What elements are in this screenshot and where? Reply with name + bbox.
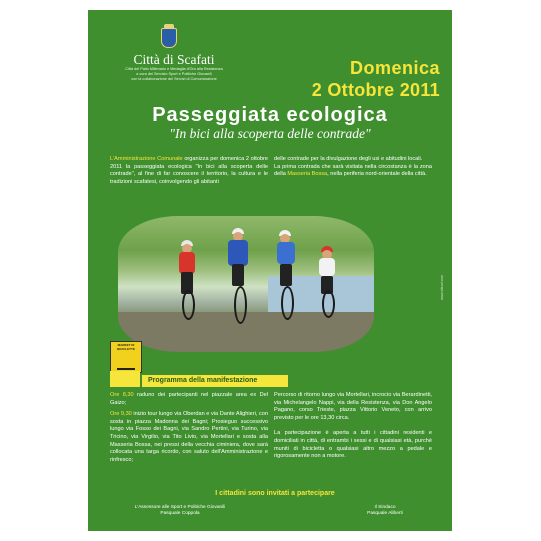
event-date: 2 Ottobre 2011 <box>311 80 440 100</box>
city-name: Città di Scafati <box>133 52 215 67</box>
intro-right-text: , nella periferia nord-orientale della città. <box>327 171 427 178</box>
city-subtitle <box>106 67 242 83</box>
signer-name: Pasquale Aliberti <box>367 511 403 517</box>
signer-role: Il Sindaco <box>374 505 396 510</box>
city-subtitle-line: Città del Palio Millenario e Medaglia d'Oro alla Resistenza <box>125 67 223 71</box>
event-day: Domenica <box>349 58 440 78</box>
city-crest-icon <box>161 28 177 48</box>
bicycle-icon <box>117 358 135 370</box>
intro-org: L'Amministrazione Comunale <box>110 156 183 162</box>
signer-role: L'Assessore alle Sport e Politiche Giovanili <box>134 505 226 510</box>
program-item <box>110 411 268 464</box>
badge-text: MARKET DI BICICLETTE <box>117 343 135 351</box>
participation-note: La partecipazione è aperta a tutti i cittadini residenti e domiciliati in città, di entrambi i sessi e di qualsiasi età, purchè muniti di bicicletta o qualsiasi altro mezzo a pedale e rigorosamente non a motore. <box>274 430 432 460</box>
program-left <box>110 392 268 464</box>
road <box>118 312 374 352</box>
intro-right-text: La prima contrada che sarà visitata nella circostanza è la zona della <box>274 163 432 178</box>
intro-left-text: organizza per domenica 2 ottobre 2011 la passeggiata ecologica "In bici alla scoperta delle contrade", al fine di far conoscere il territorio, la cultura e le tradizioni scafatesi, coinvolgendo gli abitanti <box>110 156 269 185</box>
signer-name: Pasquale Coppola <box>160 511 200 517</box>
program-right <box>274 392 432 461</box>
program-heading: Programma della manifestazione <box>142 375 288 387</box>
intro-right <box>274 156 432 179</box>
signature-assessore <box>110 505 250 518</box>
bike-market-badge <box>110 341 142 373</box>
intro-right-text: delle contrade per la divulgazione degli usi e abitudini locali. <box>274 156 423 162</box>
cyclists-photo <box>118 216 374 352</box>
program-desc: inizio tour lungo via Oberdan e via Dante Alighieri, con sosta in piazza Madonna dei Bagni; Prosieguo successivo lungo via Fosso dei Bagni, via Sandro Pertini, via Turino, via Tricino, via Virgilio, via Tito Livio, via Mortellari e sosta alla Masseria Bossa, nei pressi della vecchia ciminiera, dove sarà collocata una targa ricordo, con saluto dell'Amministrazione e rinfresco; <box>110 411 268 463</box>
program-desc: raduno dei partecipanti nel piazzale area ex Del Gaizo; <box>110 392 268 406</box>
program-item <box>110 392 268 407</box>
city-subtitle-line: a cura del Servizio Sport e Politiche Giovanili <box>136 72 212 77</box>
side-credit: www.siteurl.com <box>440 274 444 300</box>
intro-place: Masseria Bossa <box>287 171 328 178</box>
invite-banner: I cittadini sono invitati a partecipare <box>215 490 335 497</box>
program-rule <box>110 371 140 387</box>
signature-sindaco <box>330 505 440 518</box>
event-subtitle: "In bici alla scoperta delle contrade" <box>169 126 371 141</box>
program-return-route: Percorso di ritorno lungo via Mortellari, incrocio via Berardinetti, via Michelangelo Nappi, via della Resistenza, via Don Angelo Pagano, corso Trieste, piazza Vittorio Veneto, con arrivo previsto per le ore 13,30 circa. <box>274 392 432 421</box>
program-time: Ore 8,30 <box>110 392 134 398</box>
program-time: Ore 9,30 <box>110 411 132 418</box>
event-title: Passeggiata ecologica <box>152 104 388 126</box>
city-subtitle-line: con la collaborazione dei Servizi di Comunicazione <box>131 77 217 82</box>
intro-left <box>110 156 268 186</box>
